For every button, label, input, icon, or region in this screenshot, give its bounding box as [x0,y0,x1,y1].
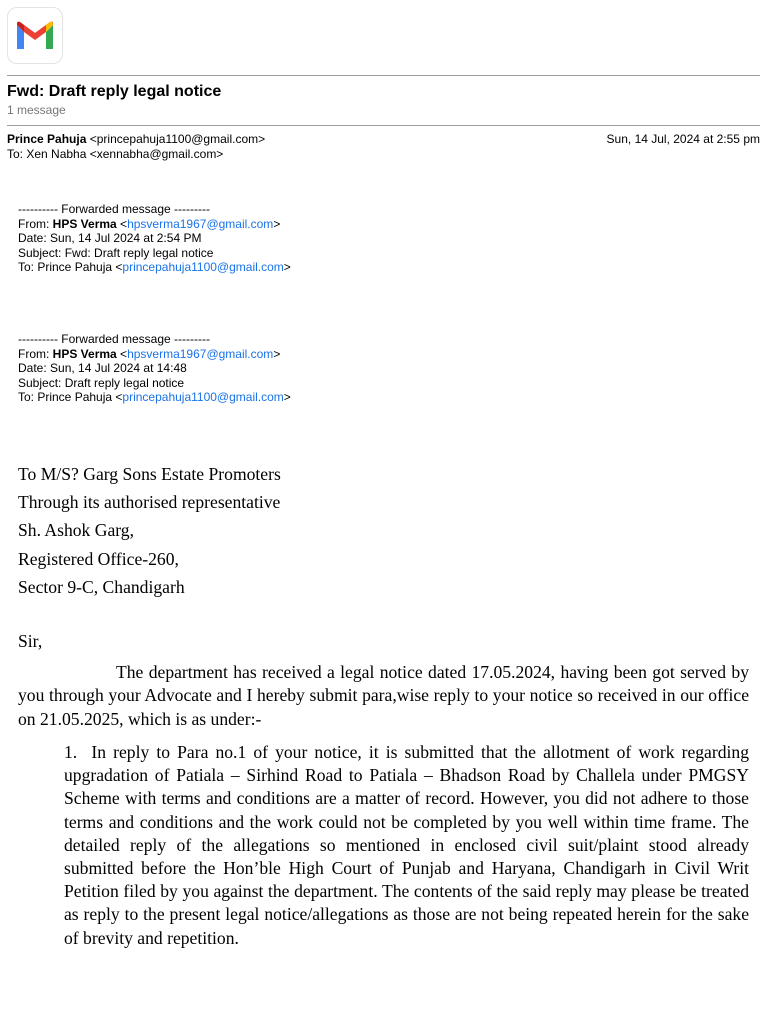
sender [7,132,265,147]
forward-sender-email-link[interactable]: hpsverma1967@gmail.com [127,216,274,231]
forward-from: From: HPS Verma <hpsverma1967@gmail.com> [18,346,281,361]
letter-salutation: Sir, [18,631,43,651]
to-label: To: Prince Pahuja < [18,390,123,405]
sender-email: <princepahuja1100@gmail.com> [89,132,266,146]
address-line: To M/S? Garg Sons Estate Promoters [18,464,281,484]
sender-name: Prince Pahuja [7,132,87,146]
forward-date: Date: Sun, 14 Jul 2024 at 2:54 PM [18,231,202,246]
message-count: 1 message [7,103,66,117]
forward-to: To: Prince Pahuja <princepahuja1100@gmail.com> [18,390,291,405]
header-divider [7,75,760,76]
paragraph-text: In reply to Para no.1 of your notice, it is submitted that the allotment of work regarding upgradation of Patiala – Sirhind Road to Patiala – Bhadson Road by Challela under PMGSY Scheme with terms and conditions are a matter of record. However, you did not adhere to those terms and conditions and the work could not be completed by you well within time frame. The detailed reply of the allegations so mentioned in enclosed civil suit/plaint stood already submitted before the Hon’ble High Court of Punjab and Haryana, Chandigarh in Civil Writ Petition filed by you against the department. The contents of the said reply may please be treated as reply to the present legal notice/allegations as those are not being repeated herein for the sake of brevity and repetition. [64,742,749,948]
forward-subject: Subject: Draft reply legal notice [18,375,185,390]
gmail-logo[interactable] [7,7,63,64]
address-line: Through its authorised representative [18,492,281,513]
forward-recipient-email-link[interactable]: princepahuja1100@gmail.com [122,260,284,275]
forward-to: To: Prince Pahuja <princepahuja1100@gmail.com> [18,260,291,275]
address-line: Registered Office-260, [18,548,179,569]
forward-date: Date: Sun, 14 Jul 2024 at 14:48 [18,361,187,376]
forward-sender-email-link[interactable]: hpsverma1967@gmail.com [127,346,274,361]
letter-paragraph-1 [64,741,749,950]
address-line: Sh. Ashok Garg, [18,520,134,541]
email-subject: Fwd: Draft reply legal notice [7,83,222,100]
forward-banner: ---------- Forwarded message --------- [18,202,210,216]
email-date: Sun, 14 Jul, 2024 at 2:55 pm [606,132,760,146]
letter-address [18,460,749,601]
forward-recipient-email-link[interactable]: princepahuja1100@gmail.com [122,390,284,405]
email-header [7,132,760,162]
gmail-m-icon [15,21,55,51]
paragraph-number: 1. [64,742,78,762]
to-label: To: Prince Pahuja < [18,260,123,275]
forward-subject: Subject: Fwd: Draft reply legal notice [18,245,214,260]
from-label: From: [18,346,53,361]
forward-sender-name: HPS Verma [52,216,117,231]
forward-banner: ---------- Forwarded message --------- [18,332,210,346]
recipient-line: To: Xen Nabha <xennabha@gmail.com> [7,147,224,161]
subject-divider [7,125,760,126]
forwarded-block [18,202,291,275]
from-label: From: [18,216,53,231]
forwarded-block [18,332,291,405]
letter-intro-paragraph: The department has received a legal notice dated 17.05.2024, having been got served by you through your Advocate and I hereby submit para,wise reply to your notice so received in our office on 21.05.2025, which is as under:- [18,662,749,729]
address-line: Sector 9-C, Chandigarh [18,576,185,597]
forward-from: From: HPS Verma <hpsverma1967@gmail.com> [18,216,281,231]
forward-sender-name: HPS Verma [52,346,117,361]
